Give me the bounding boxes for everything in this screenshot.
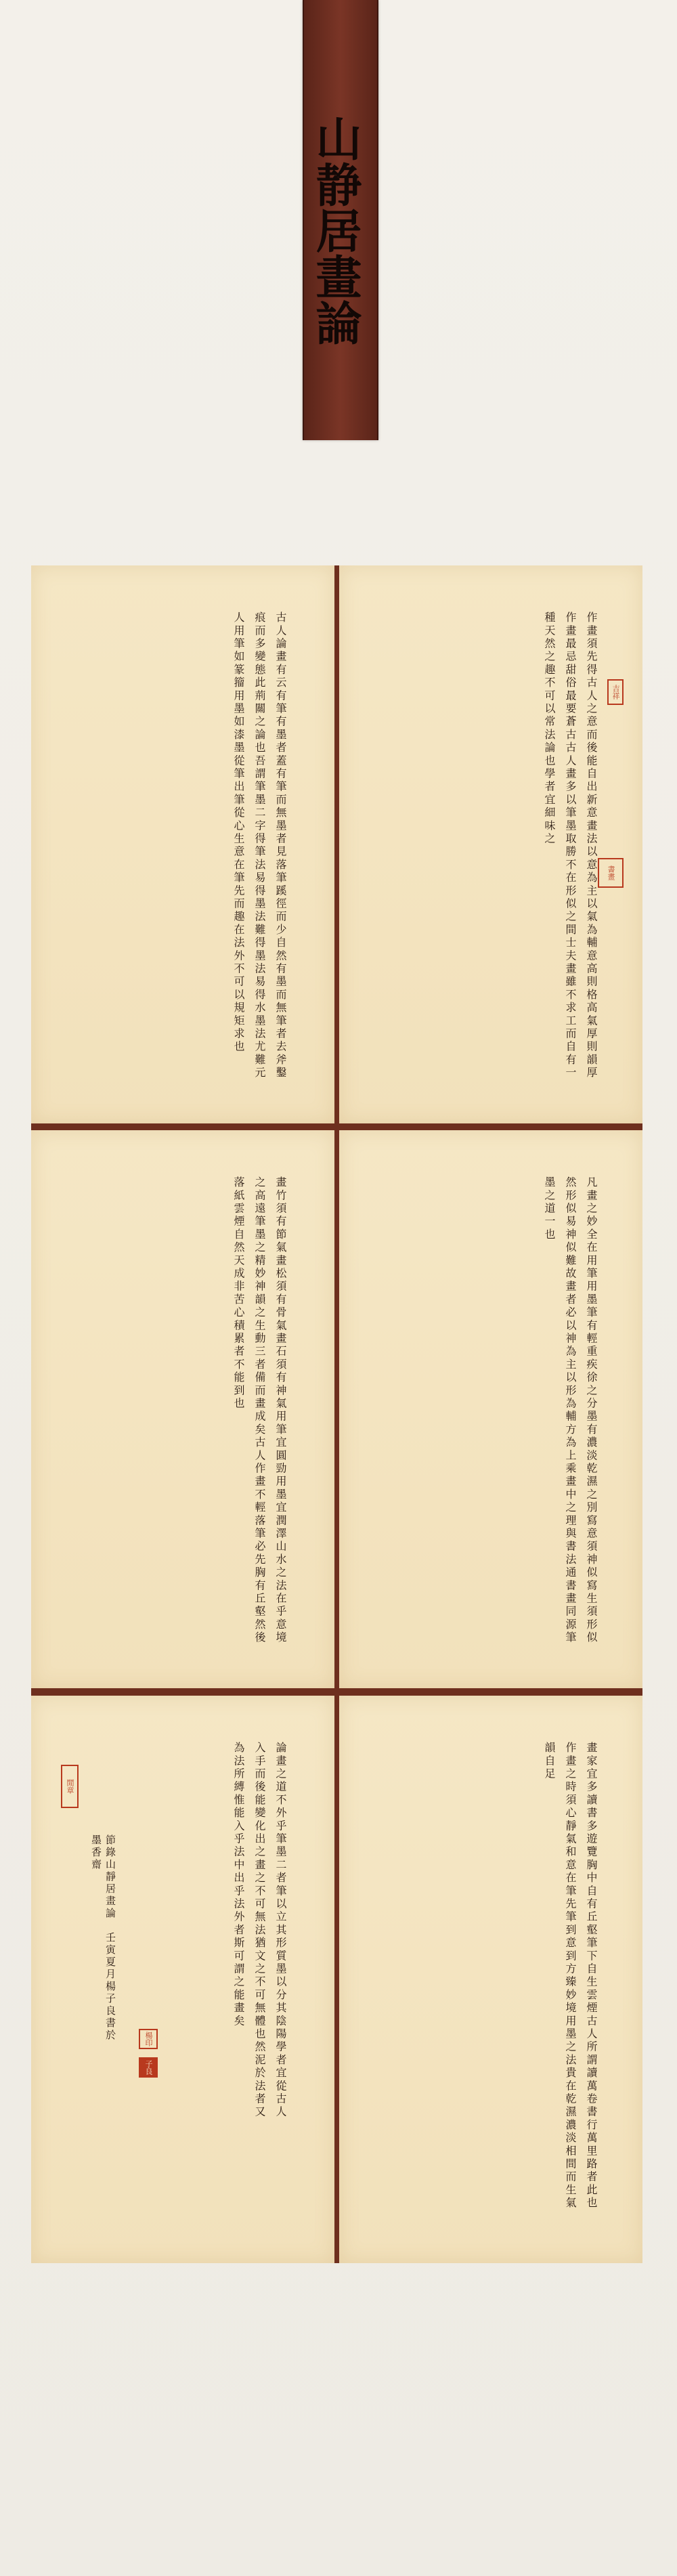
name-seal-1: 楊印 bbox=[139, 2029, 158, 2049]
artist-signature: 節錄山靜居畫論 壬寅夏月楊子良書於墨香齋 bbox=[90, 1834, 116, 2042]
calligraphy-text-top-left: 古人論畫有云有筆有墨者蓋有筆而無墨者見落筆蹊徑而少自然有墨而無筆者去斧鑿痕而多變態此荊關之論也吾謂筆墨二字得筆法易得墨法難得墨法易得水墨法尤難元人用筆如篆籀用墨如漆墨從筆出筆從心生意在筆先而趣在法外不可以規矩求也 bbox=[232, 611, 287, 1080]
calligraphy-text-bottom-right: 畫家宜多讀書多遊覽胸中自有丘壑筆下自生雲煙古人所謂讀萬卷書行萬里路者此也作畫之時須心靜氣和意在筆先筆到意到方臻妙境用墨之法貴在乾濕濃淡相間而生氣韻自足 bbox=[543, 1742, 598, 2210]
calligraphy-frame bbox=[31, 565, 642, 2263]
title-strip bbox=[303, 0, 378, 440]
calligraphy-text-middle-right: 凡畫之妙全在用筆用墨筆有輕重疾徐之分墨有濃淡乾濕之別寫意須神似寫生須形似然形似易神似難故畫者必以神為主以形為輔方為上乘畫中之理與書法通書畫同源筆墨之道一也 bbox=[543, 1176, 598, 1645]
scroll-title: 山静居畫論 bbox=[308, 115, 362, 345]
panel-top-right bbox=[339, 565, 642, 1123]
seal-stamp-middle: 書畫 bbox=[598, 858, 624, 888]
panel-bottom-left bbox=[31, 1696, 334, 2263]
seal-stamp-leading: 閒章 bbox=[61, 1765, 79, 1808]
calligraphy-text-bottom-left: 論畫之道不外乎筆墨二者筆以立其形質墨以分其陰陽學者宜從古人入手而後能變化出之畫之不可無法猶文之不可無體也然泥於法者又為法所縛惟能入乎法中出乎法外者斯可謂之能畫矣 bbox=[232, 1742, 287, 2119]
panel-bottom-right bbox=[339, 1696, 642, 2263]
calligraphy-text-middle-left: 畫竹須有節氣畫松須有骨氣畫石須有神氣用筆宜圓勁用墨宜潤澤山水之法在乎意境之高遠筆墨之精妙神韻之生動三者備而畫成矣古人作畫不輕落筆必先胸有丘壑然後落紙雲煙自然天成非苦心積累者不能到也 bbox=[232, 1176, 287, 1645]
calligraphy-text-top-right: 作畫須先得古人之意而後能自出新意畫法以意為主以氣為輔意高則格高氣厚則韻厚作畫最忌甜俗最要蒼古古人畫多以筆墨取勝不在形似之間士夫畫雖不求工而自有一種天然之趣不可以常法論也學者宜細味之 bbox=[543, 611, 598, 1080]
name-seal-2: 子良 bbox=[139, 2057, 158, 2078]
panel-top-left bbox=[31, 565, 334, 1123]
panel-middle-left bbox=[31, 1130, 334, 1688]
seal-stamp-top: 吉祥 bbox=[607, 679, 624, 705]
panel-middle-right bbox=[339, 1130, 642, 1688]
